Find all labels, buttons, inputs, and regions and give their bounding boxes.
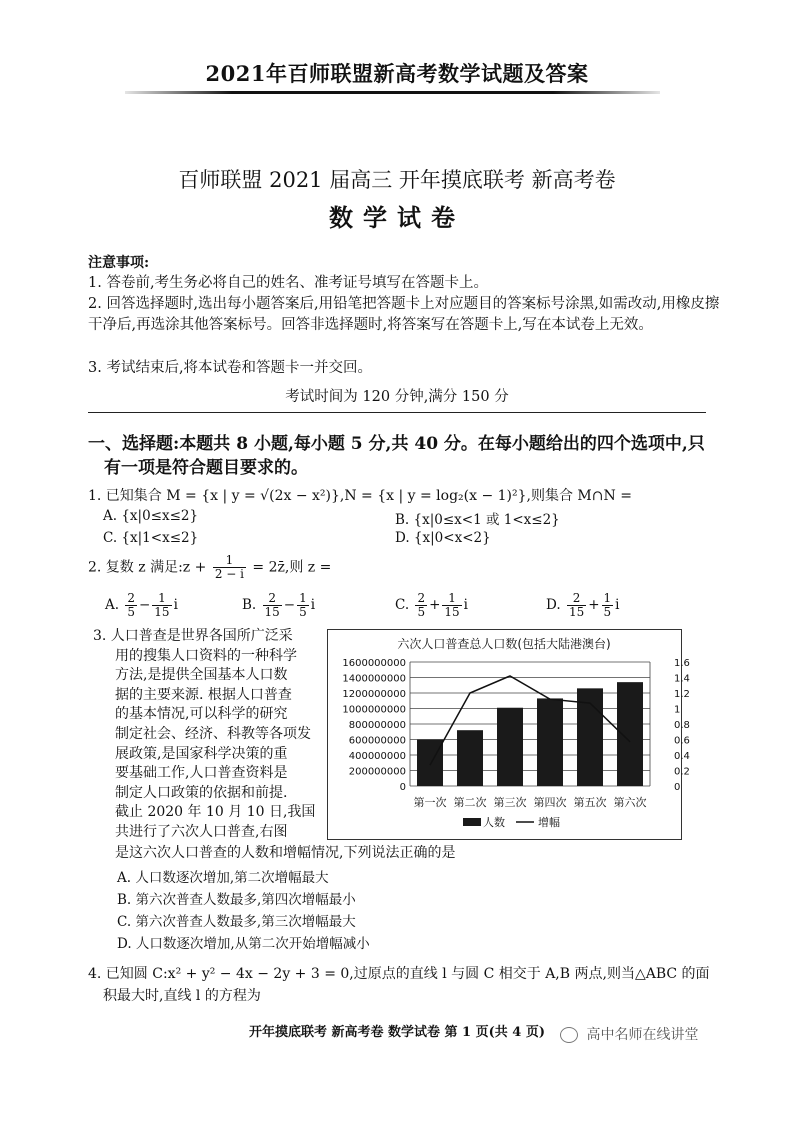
fraction-denominator: 5 bbox=[299, 605, 307, 619]
question-2-stem-suffix: = 2z̄,则 z = bbox=[252, 559, 332, 576]
right-tick-label: 1.2 bbox=[674, 689, 690, 700]
imaginary-unit: i bbox=[173, 597, 178, 613]
fraction-denominator: 2 − i bbox=[214, 567, 244, 581]
section-heading-line: 有一项是符合题目要求的。 bbox=[104, 458, 308, 478]
fraction-denominator: 15 bbox=[444, 605, 460, 619]
right-tick-label: 1.4 bbox=[674, 673, 690, 685]
watermark-text: 高中名师在线讲堂 bbox=[586, 1027, 699, 1043]
category-label: 第二次 bbox=[453, 796, 487, 809]
bar-1 bbox=[417, 740, 443, 787]
category-labels bbox=[414, 795, 647, 809]
chart-grid bbox=[410, 662, 650, 786]
notes-heading: 注意事项: bbox=[88, 255, 150, 271]
question-3-option-a: A. 人口数逐次增加,第二次增幅最大 bbox=[117, 870, 329, 886]
imaginary-unit: i bbox=[615, 597, 620, 613]
fraction-numerator: 2 bbox=[263, 592, 282, 606]
section-heading bbox=[88, 432, 716, 480]
fraction-numerator: 2 bbox=[567, 592, 586, 606]
question-3-line: 用的搜集人口资料的一种科学 bbox=[115, 647, 297, 664]
fraction bbox=[125, 592, 137, 619]
left-tick-label: 1400000000 bbox=[342, 673, 406, 685]
question-4-line: 4. 已知圆 C:x² + y² − 4x − 2y + 3 = 0,过原点的直线 l 与圆 C 相交于 A,B 两点,则当△ABC 的面 bbox=[88, 966, 710, 982]
fraction bbox=[567, 592, 586, 619]
question-3-option-d: D. 人口数逐次增加,从第二次开始增幅减小 bbox=[117, 936, 370, 952]
right-tick-label: 0.6 bbox=[674, 735, 690, 747]
watermark bbox=[560, 1024, 698, 1044]
question-2-option-d bbox=[546, 592, 620, 619]
bar-6 bbox=[617, 682, 643, 786]
left-tick-label: 400000000 bbox=[348, 751, 406, 762]
bar-3 bbox=[497, 708, 523, 786]
question-3-option-c: C. 第六次普查人数最多,第三次增幅最大 bbox=[117, 914, 356, 930]
question-4-line: 积最大时,直线 l 的方程为 bbox=[103, 988, 261, 1004]
fraction bbox=[297, 592, 309, 619]
question-2-stem-prefix: 2. 复数 z 满足:z + bbox=[88, 559, 207, 576]
operator-sign: − bbox=[283, 597, 296, 613]
fraction-numerator: 1 bbox=[213, 554, 246, 568]
fraction-denominator: 15 bbox=[154, 605, 170, 619]
right-tick-label: 0.4 bbox=[674, 751, 690, 762]
question-1-stem: 1. 已知集合 M = {x | y = √(2x − x²)},N = {x | y = log₂(x − 1)²},则集合 M∩N = bbox=[88, 488, 632, 504]
chart-title: 六次人口普查总人口数(包括大陆港澳台) bbox=[397, 637, 611, 651]
fraction-denominator: 5 bbox=[417, 605, 426, 619]
legend-line-label: 增幅 bbox=[538, 816, 560, 829]
question-2-stem bbox=[88, 554, 331, 581]
left-tick-label: 600000000 bbox=[348, 735, 406, 747]
left-tick-label: 0 bbox=[399, 782, 406, 793]
question-3-line: 据的主要来源. 根据人口普查 bbox=[115, 686, 292, 703]
question-3-line: 的基本情况,可以科学的研究 bbox=[115, 706, 288, 723]
right-tick-label: 0.2 bbox=[674, 766, 690, 778]
fraction-denominator: 5 bbox=[603, 605, 612, 619]
question-3-line: 展政策,是国家科学决策的重 bbox=[115, 745, 288, 762]
question-3-line: 截止 2020 年 10 月 10 日,我国 bbox=[115, 804, 316, 821]
exam-time-info: 考试时间为 120 分钟,满分 150 分 bbox=[285, 389, 509, 405]
question-3-line: 制定人口政策的依据和前提. bbox=[115, 784, 288, 801]
operator-sign: − bbox=[138, 597, 151, 613]
left-tick-label: 1000000000 bbox=[342, 704, 406, 716]
imaginary-unit: i bbox=[463, 597, 468, 613]
option-label: D. bbox=[546, 597, 561, 613]
bar-4 bbox=[537, 698, 563, 786]
subject-title: 数学试卷 bbox=[329, 203, 465, 232]
left-tick-label: 1600000000 bbox=[342, 658, 406, 669]
fraction-numerator: 1 bbox=[299, 591, 307, 605]
question-1-option-d: D. {x|0<x<2} bbox=[395, 530, 491, 546]
right-tick-label: 0 bbox=[674, 782, 681, 793]
left-tick-label: 1200000000 bbox=[342, 689, 406, 700]
category-label: 第六次 bbox=[613, 796, 647, 809]
question-1-option-a: A. {x|0≤x≤2} bbox=[103, 508, 199, 524]
legend-bar-swatch bbox=[463, 818, 481, 826]
question-2-option-a bbox=[105, 592, 178, 619]
operator-sign: + bbox=[588, 597, 600, 613]
question-3-stem-tail: 是这六次人口普查的人数和增幅情况,下列说法正确的是 bbox=[115, 845, 456, 861]
note-item: 3. 考试结束后,将本试卷和答题卡一并交回。 bbox=[88, 360, 373, 376]
exam-title: 百师联盟 2021 届高三 开年摸底联考 新高考卷 bbox=[178, 168, 616, 192]
question-2-option-b bbox=[242, 592, 315, 619]
question-3-stem bbox=[93, 627, 325, 843]
fraction-numerator: 2 bbox=[417, 591, 426, 605]
option-label: A. bbox=[105, 597, 120, 613]
census-chart-svg bbox=[328, 630, 690, 839]
question-2-option-c bbox=[395, 592, 468, 619]
question-1-option-b: B. {x|0≤x<1 或 1<x≤2} bbox=[395, 512, 560, 528]
fraction bbox=[602, 592, 614, 619]
fraction-numerator: 2 bbox=[127, 591, 135, 605]
option-label: B. bbox=[242, 597, 257, 613]
question-3-line: 共进行了六次人口普查,右图 bbox=[115, 823, 288, 840]
question-3-line: 3. 人口普查是世界各国所广泛采 bbox=[93, 628, 293, 644]
question-3-line: 方法,是提供全国基本人口数 bbox=[115, 667, 288, 684]
fraction bbox=[152, 592, 171, 619]
right-tick-label: 0.8 bbox=[674, 720, 690, 731]
left-axis-ticks bbox=[342, 658, 406, 793]
question-1-option-c: C. {x|1<x≤2} bbox=[103, 530, 199, 546]
bar-2 bbox=[457, 730, 483, 786]
fraction-numerator: 1 bbox=[442, 592, 461, 606]
fraction bbox=[213, 554, 246, 581]
note-item: 1. 答卷前,考生务必将自己的姓名、准考证号填写在答题卡上。 bbox=[88, 275, 489, 291]
title-underline bbox=[125, 91, 660, 94]
legend-bar-label: 人数 bbox=[483, 816, 505, 829]
right-tick-label: 1.6 bbox=[674, 658, 690, 669]
category-label: 第五次 bbox=[573, 796, 607, 809]
document-title: 2021年百师联盟新高考数学试题及答案 bbox=[205, 61, 589, 86]
fraction bbox=[415, 592, 427, 619]
question-3-line: 要基础工作,人口普查资料是 bbox=[115, 765, 288, 782]
wechat-icon bbox=[560, 1027, 578, 1043]
category-label: 第四次 bbox=[533, 796, 567, 809]
right-axis-ticks bbox=[674, 658, 690, 793]
category-label: 第三次 bbox=[493, 796, 527, 809]
fraction bbox=[442, 592, 461, 619]
right-tick-label: 1 bbox=[674, 704, 681, 716]
left-tick-label: 200000000 bbox=[348, 766, 406, 778]
option-label: C. bbox=[395, 597, 410, 613]
fraction-denominator: 15 bbox=[568, 605, 585, 619]
fraction bbox=[263, 592, 282, 619]
population-census-chart bbox=[327, 629, 690, 840]
note-item: 2. 回答选择题时,选出每小题答案后,用铅笔把答题卡上对应题目的答案标号涂黑,如需改动,用橡皮擦干净后,再选涂其他答案标号。回答非选择题时,将答案写在答题卡上,写在本试卷上无效。 bbox=[88, 296, 720, 333]
fraction-denominator: 15 bbox=[264, 605, 280, 619]
category-label: 第一次 bbox=[413, 796, 447, 809]
operator-sign: + bbox=[429, 597, 441, 613]
question-3-line: 制定社会、经济、科教等各项发 bbox=[115, 725, 311, 742]
imaginary-unit: i bbox=[310, 597, 316, 613]
question-3-option-b: B. 第六次普查人数最多,第四次增幅最小 bbox=[117, 892, 356, 908]
page-footer: 开年摸底联考 新高考卷 数学试卷 第 1 页(共 4 页) bbox=[248, 1025, 546, 1040]
fraction-denominator: 5 bbox=[127, 605, 135, 619]
section-heading-line: 一、选择题:本题共 8 小题,每小题 5 分,共 40 分。在每小题给出的四个选项中,只 bbox=[88, 434, 705, 454]
fraction-numerator: 1 bbox=[603, 591, 612, 605]
chart-legend bbox=[463, 815, 560, 829]
section-divider bbox=[88, 412, 706, 413]
fraction-numerator: 1 bbox=[152, 592, 171, 606]
left-tick-label: 800000000 bbox=[348, 720, 406, 731]
